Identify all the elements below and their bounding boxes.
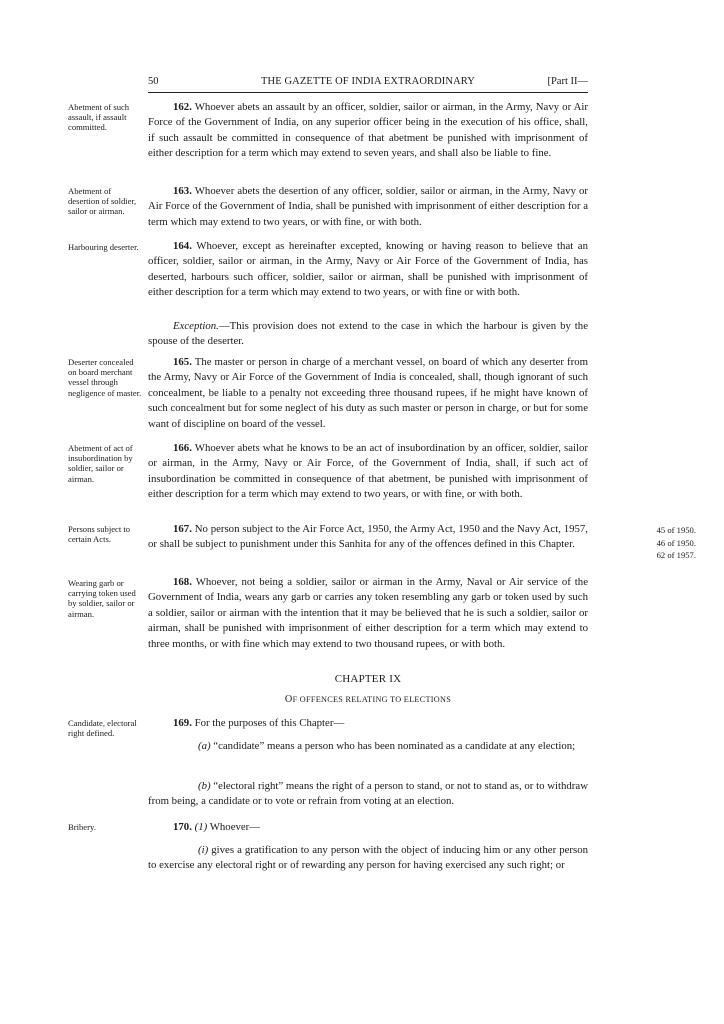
section-text: No person subject to the Air Force Act, 1950, the Army Act, 1950 and the Navy Act, 1957, or shall be subject to punishment under this Sanhita for any of the offences defined in this Chapter. — [148, 523, 588, 551]
chapter-title-initial: O — [284, 694, 293, 705]
section-number: 166. — [173, 442, 192, 454]
section-164 — [148, 239, 588, 301]
side-note-166: Abetment of act of insubordination by soldier, sailor or airman. — [68, 443, 133, 484]
section-text: Whoever, except as hereinafter excepted, knowing or having reason to believe that an officer, soldier, sailor or airman, in the Army, Navy or Air Force of the Government of India, has deserted, harbours such officer, soldier, sailor or airman, shall be punished with imprisonment of either description for a term which may extend to two years, or with fine or with both. — [148, 240, 588, 299]
chapter-title-rest: F OFFENCES RELATING TO ELECTIONS — [292, 695, 452, 704]
right-margin-notes — [616, 524, 696, 562]
section-text: Whoever abets the desertion of any officer, soldier, sailor or airman, in the Army, Navy or Air Force of the Government of India, shall be punished with imprisonment of either description for a term which may extend to two years, or with fine, or with both. — [148, 185, 588, 228]
exception-text: —This provision does not extend to the case in which the harbour is given by the spouse of the deserter. — [148, 320, 588, 348]
chapter-title — [148, 694, 588, 705]
section-168 — [148, 575, 588, 652]
clause-label: (i) — [198, 844, 209, 856]
clause-169b — [148, 779, 588, 810]
header-rule — [148, 92, 588, 93]
side-note-162: Abetment of such assault, if assault committed. — [68, 102, 130, 133]
part-label: [Part II— — [547, 76, 588, 87]
section-text: Whoever— — [207, 821, 261, 833]
side-note-167: Persons subject to certain Acts. — [68, 524, 131, 545]
side-note-165: Deserter concealed on board merchant vessel through negligence of master. — [68, 357, 142, 398]
section-number: 165. — [173, 356, 192, 368]
section-167 — [148, 522, 588, 553]
right-note: 62 of 1957. — [656, 550, 696, 560]
exception-clause — [148, 319, 588, 350]
side-note-168: Wearing garb or carrying token used by soldier, sailor or airman. — [68, 578, 136, 619]
section-text: Whoever abets an assault by an officer, soldier, sailor or airman, in the Army, Navy or Air Force of the Government of India, on any superior officer being in the execution of his office, shall, if such assault be committed in consequence of that abetment be punished with imprisonment of either description for a term which may extend to seven years, and shall also be liable to fine. — [148, 101, 588, 160]
clause-text: gives a gratification to any person with the object of inducing him or any other person to exercise any electoral right or of rewarding any person for having exercised any such right; or — [148, 844, 588, 872]
page-header — [148, 76, 588, 90]
section-165 — [148, 355, 588, 432]
section-text: The master or person in charge of a merchant vessel, on board of which any deserter from the Army, Navy or Air Force of the Government of India is concealed, shall, though ignorant of such concealment, be liable to a penalty not exceeding three thousand rupees, if he might have known of such concealment but for some neglect of his duty as such master or person in charge, or but for some want of discipline on board of the vessel. — [148, 356, 588, 430]
clause-label: (a) — [198, 740, 211, 752]
section-number: 170. — [173, 821, 192, 833]
right-note: 46 of 1950. — [656, 537, 696, 548]
clause-170i — [148, 843, 588, 874]
section-number: 164. — [173, 240, 192, 252]
gazette-title: THE GAZETTE OF INDIA EXTRAORDINARY — [261, 76, 475, 87]
section-number: 169. — [173, 717, 192, 729]
right-note: 45 of 1950. — [656, 525, 696, 535]
clause-text: “electoral right” means the right of a person to stand, or not to stand as, or to withdraw from being, a candidate or to vote or refrain from voting at an election. — [148, 780, 588, 808]
subsection-label: (1) — [194, 821, 208, 833]
section-number: 162. — [173, 101, 192, 113]
exception-label: Exception. — [173, 320, 219, 332]
side-note-170: Bribery. — [68, 822, 96, 832]
section-text: For the purposes of this Chapter— — [191, 717, 345, 729]
section-163 — [148, 184, 588, 230]
section-number: 168. — [173, 576, 192, 588]
section-166 — [148, 441, 588, 503]
clause-label: (b) — [198, 780, 211, 792]
section-169 — [148, 716, 588, 731]
section-number: 163. — [173, 185, 192, 197]
section-162 — [148, 100, 588, 162]
section-170 — [148, 820, 588, 835]
clause-169a — [148, 739, 588, 754]
side-note-163: Abetment of desertion of soldier, sailor or airman. — [68, 186, 137, 217]
section-text: Whoever, not being a soldier, sailor or airman in the Army, Naval or Air service of the Government of India, wears any garb or carries any token resembling any garb or token used by such a soldier, sailor or airman with the intention that it may be believed that he is such a soldier, sailor or airman, shall be punished with imprisonment of either description for a term which may extend to three months, or with fine which may extend to two thousand rupees, or with both. — [148, 576, 588, 650]
chapter-heading: CHAPTER IX — [334, 673, 402, 685]
side-note-164: Harbouring deserter. — [68, 242, 139, 252]
side-note-169: Candidate, electoral right defined. — [68, 718, 137, 739]
section-number: 167. — [173, 523, 192, 535]
page-number: 50 — [148, 76, 159, 87]
clause-text: “candidate” means a person who has been nominated as a candidate at any election; — [210, 740, 576, 752]
section-text: Whoever abets what he knows to be an act of insubordination by an officer, soldier, sailor or airman, in the Army, Navy or Air Force, of the Government of India, shall, if such act of insubordination be committed in consequence of that abetment, be punished with imprisonment of either description for a term which may extend to two years, or with fine, or with both. — [148, 442, 588, 501]
